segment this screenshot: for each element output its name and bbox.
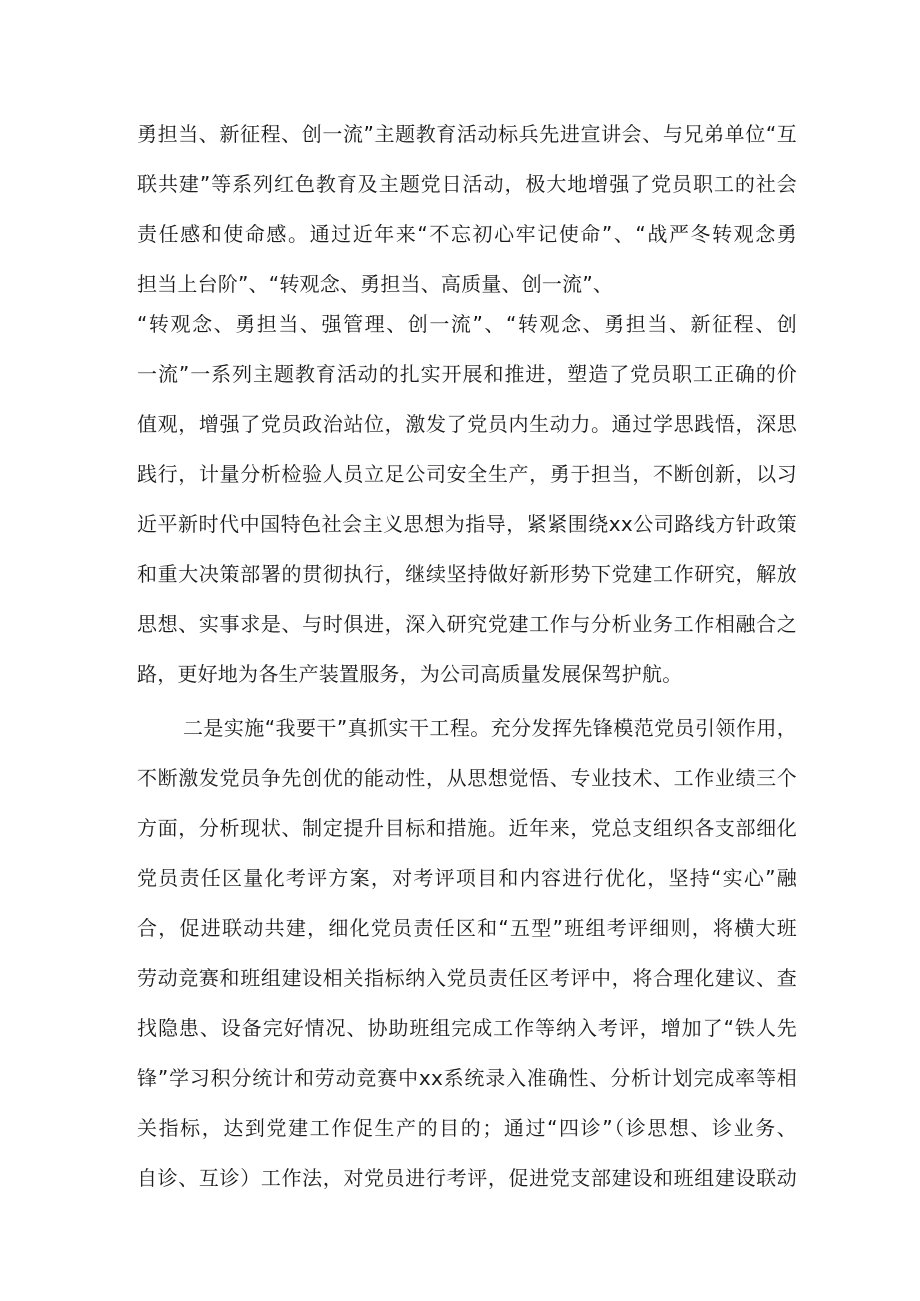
text-line: 关指标，达到党建工作促生产的目的；通过“四诊”（诊思想、诊业务、 xyxy=(137,1116,797,1140)
text-line: 一流”一系列主题教育活动的扎实开展和推进，塑造了党员职工正确的价 xyxy=(137,362,797,386)
text-line: 值观，增强了党员政治站位，激发了党员内生动力。通过学思践悟，深思 xyxy=(137,412,797,436)
text-line: 近平新时代中国特色社会主义思想为指导，紧紧围绕xx公司路线方针政策 xyxy=(137,512,797,536)
text-line: 劳动竞赛和班组建设相关指标纳入党员责任区考评中，将合理化建议、查 xyxy=(137,966,797,990)
text-line: 勇担当、新征程、创一流”主题教育活动标兵先进宣讲会、与兄弟单位“互 xyxy=(137,122,797,146)
text-line: 党员责任区量化考评方案，对考评项目和内容进行优化，坚持“实心”融 xyxy=(137,866,797,890)
text-line: “转观念、勇担当、强管理、创一流”、“转观念、勇担当、新征程、创 xyxy=(137,312,797,336)
text-line: 责任感和使命感。通过近年来“不忘初心牢记使命”、“战严冬转观念勇 xyxy=(137,222,797,246)
text-line: 践行，计量分析检验人员立足公司安全生产，勇于担当，不断创新，以习 xyxy=(137,462,797,486)
text-line: 联共建”等系列红色教育及主题党日活动，极大地增强了党员职工的社会 xyxy=(137,172,797,196)
text-line: 路，更好地为各生产装置服务，为公司高质量发展保驾护航。 xyxy=(137,662,683,686)
text-line: 担当上台阶”、“转观念、勇担当、高质量、创一流”、 xyxy=(137,272,614,296)
text-line: 自诊、互诊）工作法，对党员进行考评，促进党支部建设和班组建设联动 xyxy=(137,1166,797,1190)
text-line: 找隐患、设备完好情况、协助班组完成工作等纳入考评，增加了“铁人先 xyxy=(137,1016,797,1040)
text-line: 和重大决策部署的贯彻执行，继续坚持做好新形势下党建工作研究，解放 xyxy=(137,562,797,586)
paragraph-first-line: 二是实施“我要干”真抓实干工程。充分发挥先锋模范党员引领作用， xyxy=(183,716,797,740)
text-line: 锋”学习积分统计和劳动竞赛中xx系统录入准确性、分析计划完成率等相 xyxy=(137,1066,797,1090)
text-line: 思想、实事求是、与时俱进，深入研究党建工作与分析业务工作相融合之 xyxy=(137,612,797,636)
text-line: 合，促进联动共建，细化党员责任区和“五型”班组考评细则，将横大班 xyxy=(137,916,797,940)
text-line: 不断激发党员争先创优的能动性，从思想觉悟、专业技术、工作业绩三个 xyxy=(137,766,797,790)
text-line: 方面，分析现状、制定提升目标和措施。近年来，党总支组织各支部细化 xyxy=(137,816,797,840)
